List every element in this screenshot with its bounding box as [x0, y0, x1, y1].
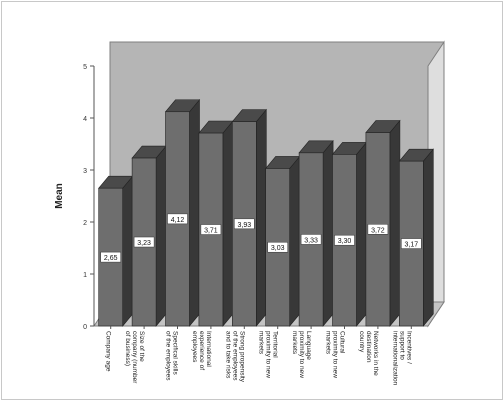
y-tick-label: 0 — [83, 324, 87, 331]
y-tick-label: 2 — [83, 220, 87, 227]
value-label: 3,17 — [404, 241, 419, 249]
x-category-label: Company age — [104, 331, 112, 372]
y-axis-title: Mean — [54, 183, 65, 209]
y-tick-label: 1 — [83, 272, 87, 279]
value-label: 4,12 — [170, 216, 185, 224]
x-category-label: Size of thecompany (numberof business) — [124, 331, 146, 384]
x-category-label: Strong propensityof the employeesand to take risks — [224, 331, 246, 382]
bar-side — [156, 146, 166, 326]
value-label: 3,03 — [270, 245, 285, 253]
value-label: 3,93 — [237, 221, 252, 229]
bar-side — [223, 121, 233, 326]
value-label: 3,23 — [137, 240, 151, 248]
x-category-label: Territorialproximity to newmarkets — [257, 331, 279, 378]
bar-side — [190, 100, 200, 326]
bar-side — [423, 149, 433, 326]
y-tick-label: 4 — [83, 116, 87, 123]
x-category-label: Incentives /support tointernationalization — [391, 331, 413, 386]
bar-side — [290, 156, 300, 326]
x-category-label: Networks in thedestinationcountry — [357, 331, 379, 376]
value-label: 2,65 — [103, 255, 118, 263]
bar-side — [123, 176, 133, 326]
value-label: 3,72 — [371, 227, 385, 235]
value-label: 3,71 — [204, 227, 218, 235]
bar-side — [357, 142, 367, 326]
bar-side — [256, 110, 266, 326]
y-tick-label: 3 — [83, 168, 87, 175]
value-label: 3,33 — [304, 237, 318, 245]
x-category-label: Specifical skillsof the employees — [164, 331, 179, 381]
x-category-label: Languageproximity to newmarkets — [291, 331, 313, 378]
bar-side — [390, 121, 400, 326]
x-category-label: Internationalexperience ofemployees — [190, 331, 212, 371]
x-category-label: Culturalproximity to newmarkets — [324, 331, 346, 378]
value-label: 3,30 — [337, 238, 352, 246]
bar-side — [323, 141, 333, 326]
y-tick-label: 5 — [83, 64, 87, 71]
